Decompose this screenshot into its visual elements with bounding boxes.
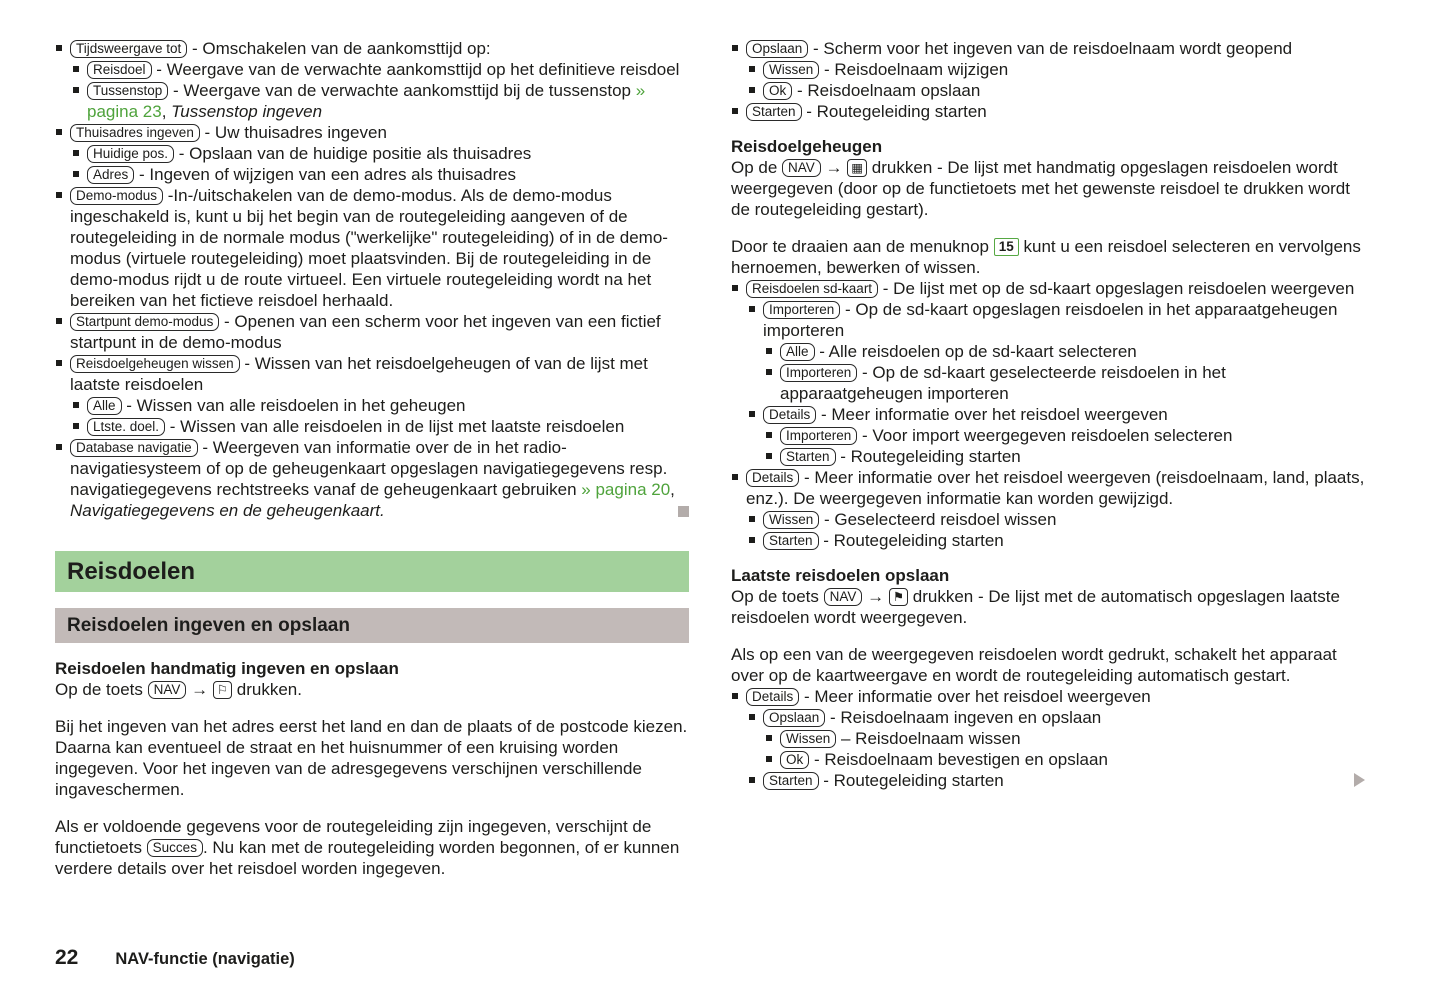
continuation-arrow-icon: [1354, 773, 1365, 787]
page-number: 22: [55, 946, 79, 969]
text-run: drukken - De lijst met de automatisch opgeslagen laatste reisdoelen wordt weergegeven.: [731, 587, 1340, 627]
section-end-marker-icon: [678, 506, 689, 517]
text-run: →: [820, 158, 848, 177]
list-item: [731, 278, 1365, 299]
text-run: - Routegeleiding starten: [818, 771, 1004, 790]
list-item: [765, 728, 1365, 749]
list-item: [72, 164, 689, 185]
text-run: - Scherm voor het ingeven van de reisdoelnaam wordt geopend: [808, 39, 1293, 58]
text-run: - De lijst met op de sd-kaart opgeslagen reisdoelen weergeven: [878, 279, 1355, 298]
text-run: - Wissen van het reisdoelgeheugen of van de lijst met laatste reisdoelen: [70, 354, 648, 394]
function-key: Starten: [763, 532, 819, 550]
text-run: - Omschakelen van de aankomsttijd op:: [187, 39, 491, 58]
bullet-list: [731, 278, 1365, 551]
footer-section-title: NAV-functie (navigatie): [115, 950, 295, 968]
flag-icon: ⚐: [213, 681, 232, 699]
function-key: Reisdoel: [87, 61, 152, 79]
text-run: - Reisdoelnaam ingeven en opslaan: [825, 708, 1102, 727]
function-key: Adres: [87, 166, 134, 184]
function-key: Starten: [780, 448, 836, 466]
function-key: Wissen: [763, 511, 819, 529]
function-key: Ok: [763, 82, 792, 100]
menu-knob-number: 15: [994, 238, 1019, 256]
function-key: Alle: [780, 343, 815, 361]
paragraph: [55, 816, 689, 879]
text-run: ,: [670, 480, 675, 499]
list-item: [55, 353, 689, 395]
list-item: [748, 770, 1365, 791]
text-run: - Meer informatie over het reisdoel weergeven (reisdoelnaam, land, plaats, enz.). De weergegeven informatie kan worden gewijzigd.: [746, 468, 1365, 508]
text-run: - Openen van een scherm voor het ingeven van een fictief startpunt in de demo-modus: [70, 312, 661, 352]
text-run: Op de toets: [55, 680, 148, 699]
text-run: - Opslaan van de huidige positie als thuisadres: [174, 144, 532, 163]
page-reference-link[interactable]: » pagina 23: [87, 81, 646, 121]
list-item: [55, 38, 689, 59]
text-run: - Alle reisdoelen op de sd-kaart selecteren: [814, 342, 1137, 361]
page-footer: [55, 946, 295, 970]
text-run: - Wissen van alle reisdoelen in de lijst met laatste reisdoelen: [165, 417, 625, 436]
function-key: Details: [763, 406, 816, 424]
text-run: - Reisdoelnaam bevestigen en opslaan: [809, 750, 1108, 769]
function-key: Wissen: [780, 730, 836, 748]
function-key: NAV: [824, 588, 863, 606]
text-run: ,: [161, 102, 172, 121]
function-key: Succes: [147, 839, 203, 857]
function-key: Ltste. doel.: [87, 418, 165, 436]
text-run: - Weergave van de verwachte aankomsttijd bij de tussenstop: [168, 81, 636, 100]
text-run: - Wissen van alle reisdoelen in het geheugen: [121, 396, 466, 415]
paragraph: [55, 716, 689, 800]
text-run: - Routegeleiding starten: [818, 531, 1004, 550]
text-run: →: [862, 587, 889, 606]
paragraph: [731, 644, 1365, 686]
list-item: [765, 749, 1365, 770]
last-destinations-icon: ⚑: [889, 588, 908, 606]
section-subheading: Reisdoelen ingeven en opslaan: [55, 608, 689, 643]
function-key: Tussenstop: [87, 82, 168, 100]
paragraph: [731, 236, 1365, 278]
text-run: Door te draaien aan de menuknop: [731, 237, 994, 256]
list-item: [731, 686, 1365, 707]
bullet-list: [731, 38, 1365, 122]
chapter-heading: Reisdoelen: [55, 551, 689, 592]
text-run: - Routegeleiding starten: [801, 102, 987, 121]
function-key: Alle: [87, 397, 122, 415]
list-item: [748, 707, 1365, 728]
text-run: – Reisdoelnaam wissen: [836, 729, 1021, 748]
function-key: Starten: [763, 772, 819, 790]
list-item: [55, 185, 689, 311]
function-key: Ok: [780, 751, 809, 769]
text-run: Als er voldoende gegevens voor de routegeleiding zijn ingegeven, verschijnt de functietoets: [55, 817, 652, 857]
list-item: [55, 437, 689, 521]
list-item: [731, 467, 1365, 509]
text-run: - Weergave van de verwachte aankomsttijd op het definitieve reisdoel: [151, 60, 680, 79]
function-key: Opslaan: [746, 40, 808, 58]
text-run: - Geselecteerd reisdoel wissen: [819, 510, 1057, 529]
paragraph-heading: Reisdoelgeheugen: [731, 137, 883, 156]
text-run: - Op de sd-kaart geselecteerde reisdoelen in het apparaatgeheugen importeren: [780, 363, 1226, 403]
list-item: [731, 101, 1365, 122]
text-run: - Ingeven of wijzigen van een adres als thuisadres: [134, 165, 517, 184]
text-run: Op de toets: [731, 587, 824, 606]
function-key: Starten: [746, 103, 802, 121]
list-item: [748, 80, 1365, 101]
text-run: - Reisdoelnaam wijzigen: [819, 60, 1009, 79]
list-item: [748, 509, 1365, 530]
function-key: Tijdsweergave tot: [70, 40, 187, 58]
function-key: Huidige pos.: [87, 145, 174, 163]
bullet-list: [731, 686, 1365, 791]
text-run: kunt u een reisdoel selecteren en vervolgens hernoemen, bewerken of wissen.: [731, 237, 1361, 277]
left-column: [55, 38, 689, 879]
text-run: Als op een van de weergegeven reisdoelen wordt gedrukt, schakelt het apparaat over op de kaartweergave en wordt de routegeleiding automatisch gestart.: [731, 645, 1337, 685]
list-item: [748, 404, 1365, 425]
function-key: Startpunt demo-modus: [70, 313, 219, 331]
text-run: drukken - De lijst met handmatig opgeslagen reisdoelen wordt weergegeven (door op de functietoets met het gewenste reisdoel te drukken wordt de routegeleiding gestart).: [731, 158, 1350, 219]
function-key: Reisdoelen sd-kaart: [746, 280, 878, 298]
function-key: Opslaan: [763, 709, 825, 727]
paragraph-heading: Reisdoelen handmatig ingeven en opslaan: [55, 659, 399, 678]
bullet-list: [55, 38, 689, 521]
function-key: Details: [746, 688, 799, 706]
list-item: [72, 59, 689, 80]
list-item: [748, 59, 1365, 80]
list-item: [765, 425, 1365, 446]
list-item: [765, 362, 1365, 404]
text-run: →: [186, 680, 213, 699]
function-key: NAV: [782, 159, 821, 177]
text-run: drukken.: [232, 680, 302, 699]
text-run: Bij het ingeven van het adres eerst het land en dan de plaats of de postcode kiezen. Daarna kan eventueel de straat en het huisnummer of een kruising worden ingegeven. Voor het ingeven van de adresgegevens verschijnen verschillende ingaveschermen.: [55, 717, 688, 799]
list-item: [72, 416, 689, 437]
list-item: [72, 80, 689, 122]
text-run: . Nu kan met de routegeleiding worden begonnen, of er kunnen verdere details over het reisdoel worden ingegeven.: [55, 838, 680, 878]
paragraph: [731, 586, 1365, 628]
italic-reference: Navigatiegegevens en de geheugenkaart.: [70, 501, 385, 520]
function-key: Reisdoelgeheugen wissen: [70, 355, 240, 373]
paragraph-heading: Laatste reisdoelen opslaan: [731, 566, 950, 585]
text-run: - Voor import weergegeven reisdoelen selecteren: [857, 426, 1233, 445]
paragraph: [55, 679, 689, 700]
function-key: Importeren: [763, 301, 840, 319]
text-run: - Routegeleiding starten: [835, 447, 1021, 466]
list-item: [765, 446, 1365, 467]
text-run: - Op de sd-kaart opgeslagen reisdoelen in het apparaatgeheugen importeren: [763, 300, 1338, 340]
list-item: [72, 395, 689, 416]
text-run: -In-/uitschakelen van de demo-modus. Als de demo-modus ingeschakeld is, kunt u bij het begin van de routegeleiding aangeven of de routegeleiding in de normale modus ("werkelijke" routegeleiding) of in de demo-modus (virtuele routegeleiding) moet plaatsvinden. Bij de routegeleiding in de demo-modus rijdt u de route virtueel. Een virtuele routegeleiding wordt na het bereiken van het fictieve reisdoel herhaald.: [70, 186, 668, 310]
italic-reference: Tussenstop ingeven: [171, 102, 323, 121]
function-key: NAV: [148, 681, 187, 699]
list-item: [55, 311, 689, 353]
function-key: Importeren: [780, 427, 857, 445]
function-key: Thuisadres ingeven: [70, 124, 200, 142]
text-run: - Uw thuisadres ingeven: [199, 123, 387, 142]
function-key: Demo-modus: [70, 187, 163, 205]
text-run: - Meer informatie over het reisdoel weergeven: [799, 687, 1151, 706]
text-run: - Reisdoelnaam opslaan: [792, 81, 981, 100]
list-item: [55, 122, 689, 143]
right-column: [731, 38, 1365, 791]
list-item: [748, 530, 1365, 551]
list-item: [731, 38, 1365, 59]
list-item: [748, 299, 1365, 341]
paragraph: [731, 157, 1365, 220]
list-item: [765, 341, 1365, 362]
function-key: Database navigatie: [70, 439, 198, 457]
function-key: Wissen: [763, 61, 819, 79]
page-reference-link[interactable]: » pagina 20: [581, 480, 671, 499]
text-run: - Meer informatie over het reisdoel weergeven: [816, 405, 1168, 424]
destination-memory-icon: ▦: [847, 159, 867, 177]
text-run: - Weergeven van informatie over de in het radio-navigatiesysteem of op de geheugenkaart opgeslagen navigatiegegevens resp. navigatiegegevens rechtstreeks vanaf de geheugenkaart gebruiken: [70, 438, 668, 499]
function-key: Importeren: [780, 364, 857, 382]
list-item: [72, 143, 689, 164]
text-run: Op de: [731, 158, 783, 177]
function-key: Details: [746, 469, 799, 487]
